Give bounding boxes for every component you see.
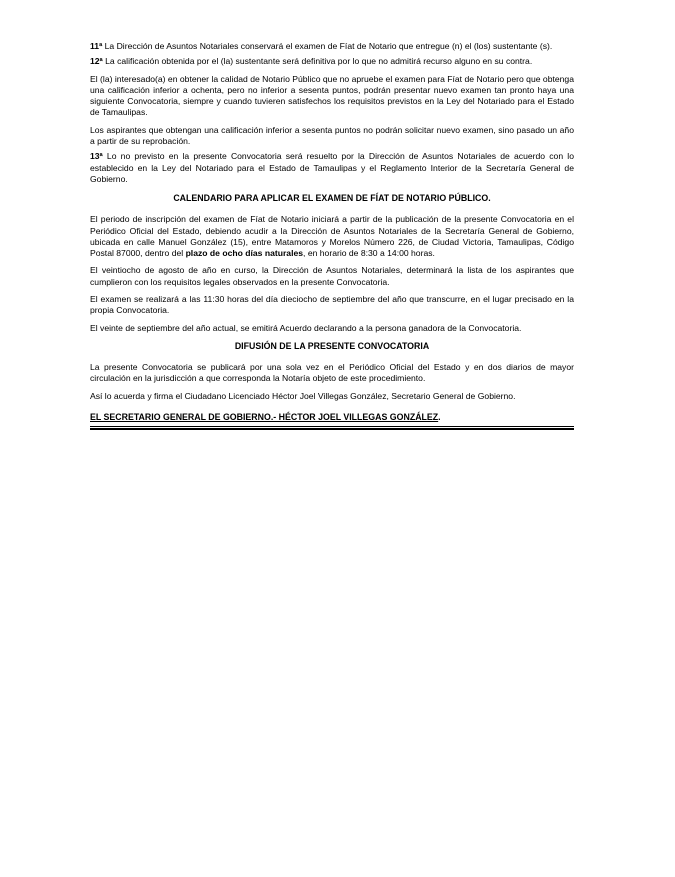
firma-paragraph: Así lo acuerda y firma el Ciudadano Licenciado Héctor Joel Villegas González, Secretario General de Gobierno. <box>90 390 516 401</box>
acuerdo-paragraph: El veinte de septiembre del año actual, se emitirá Acuerdo declarando a la persona ganadora de la Convocatoria. <box>90 322 522 333</box>
item-13-paragraph <box>90 151 574 185</box>
item-13-number: 13ª <box>90 151 103 162</box>
item-11-paragraph <box>90 41 574 52</box>
signature-period: . <box>438 411 441 422</box>
no-aprobado-paragraph: El (la) interesado(a) en obtener la calidad de Notario Público que no apruebe el examen para Fíat de Notario pero que obtenga una calificación inferior a ochenta, pero no inferior a sesenta puntos, podrán presentar nuevo examen tan pronto haya una siguiente Convocatoria, siempre y cuando tuvieren satisfechos los requisitos previstos en la Ley del Notariado para el Estado de Tamaulipas. <box>90 73 574 118</box>
item-13-text: Lo no previsto en la presente Convocatoria será resuelto por la Dirección de Asuntos Notariales de acuerdo con lo establecido en la Ley del Notariado para el Estado de Tamaulipas y el Reglamento Interior de la Secretaría General de Gobierno. <box>90 151 574 184</box>
inferior-sesenta-paragraph: Los aspirantes que obtengan una calificación inferior a sesenta puntos no podrán solicitar nuevo examen, sino pasado un año a partir de su reprobación. <box>90 124 574 147</box>
inscripcion-paragraph <box>90 214 574 259</box>
examen-paragraph: El examen se realizará a las 11:30 horas del día dieciocho de septiembre del año que transcurre, en el lugar precisado en la propia Convocatoria. <box>90 294 574 316</box>
signature-line <box>90 412 574 423</box>
item-12-number: 12ª <box>90 56 103 67</box>
item-12-paragraph <box>90 56 574 67</box>
inscripcion-after-text: , en horario de 8:30 a 14:00 horas. <box>303 248 435 259</box>
inscripcion-bold-text: plazo de ocho días naturales <box>185 248 304 259</box>
inscripcion-text: El periodo de inscripción del examen de Fíat de Notario iniciará a partir de la publicación de la presente Convocatoria en el Periódico Oficial del Estado, debiendo acudir a la Dirección de Asuntos Notariales de la Secretaría General de Gobierno, ubicada en calle Manuel González (15), entre Matamoros y Morelos Número 226, de Ciudad Victoria, Tamaulipas, Código Postal 87000, dentro del <box>90 214 574 259</box>
item-12-text: La calificación obtenida por el (la) sustentante será definitiva por lo que no admitirá recurso alguno en su contra. <box>102 56 533 67</box>
item-11-text: La Dirección de Asuntos Notariales conservará el examen de Fíat de Notario que entregue (n) el (los) sustentante (s). <box>102 41 553 51</box>
difusion-heading: DIFUSIÓN DE LA PRESENTE CONVOCATORIA <box>234 340 430 351</box>
double-rule-divider <box>90 426 574 431</box>
item-11-number: 11ª <box>90 41 103 51</box>
difusion-paragraph: La presente Convocatoria se publicará por una sola vez en el Periódico Oficial del Estado y en dos diarios de mayor circulación en la jurisdicción a que corresponda la Notaría objeto de este procedimiento. <box>90 361 574 384</box>
calendar-heading: CALENDARIO PARA APLICAR EL EXAMEN DE FÍAT DE NOTARIO PÚBLICO. <box>173 193 491 204</box>
lista-paragraph: El veintiocho de agosto de año en curso, la Dirección de Asuntos Notariales, determinará la lista de los aspirantes que cumplieron con los requisitos legales observados en la presente Convocatoria. <box>90 265 574 287</box>
signature-name: EL SECRETARIO GENERAL DE GOBIERNO.- HÉCTOR JOEL VILLEGAS GONZÁLEZ <box>90 411 439 422</box>
document-body <box>90 41 574 430</box>
